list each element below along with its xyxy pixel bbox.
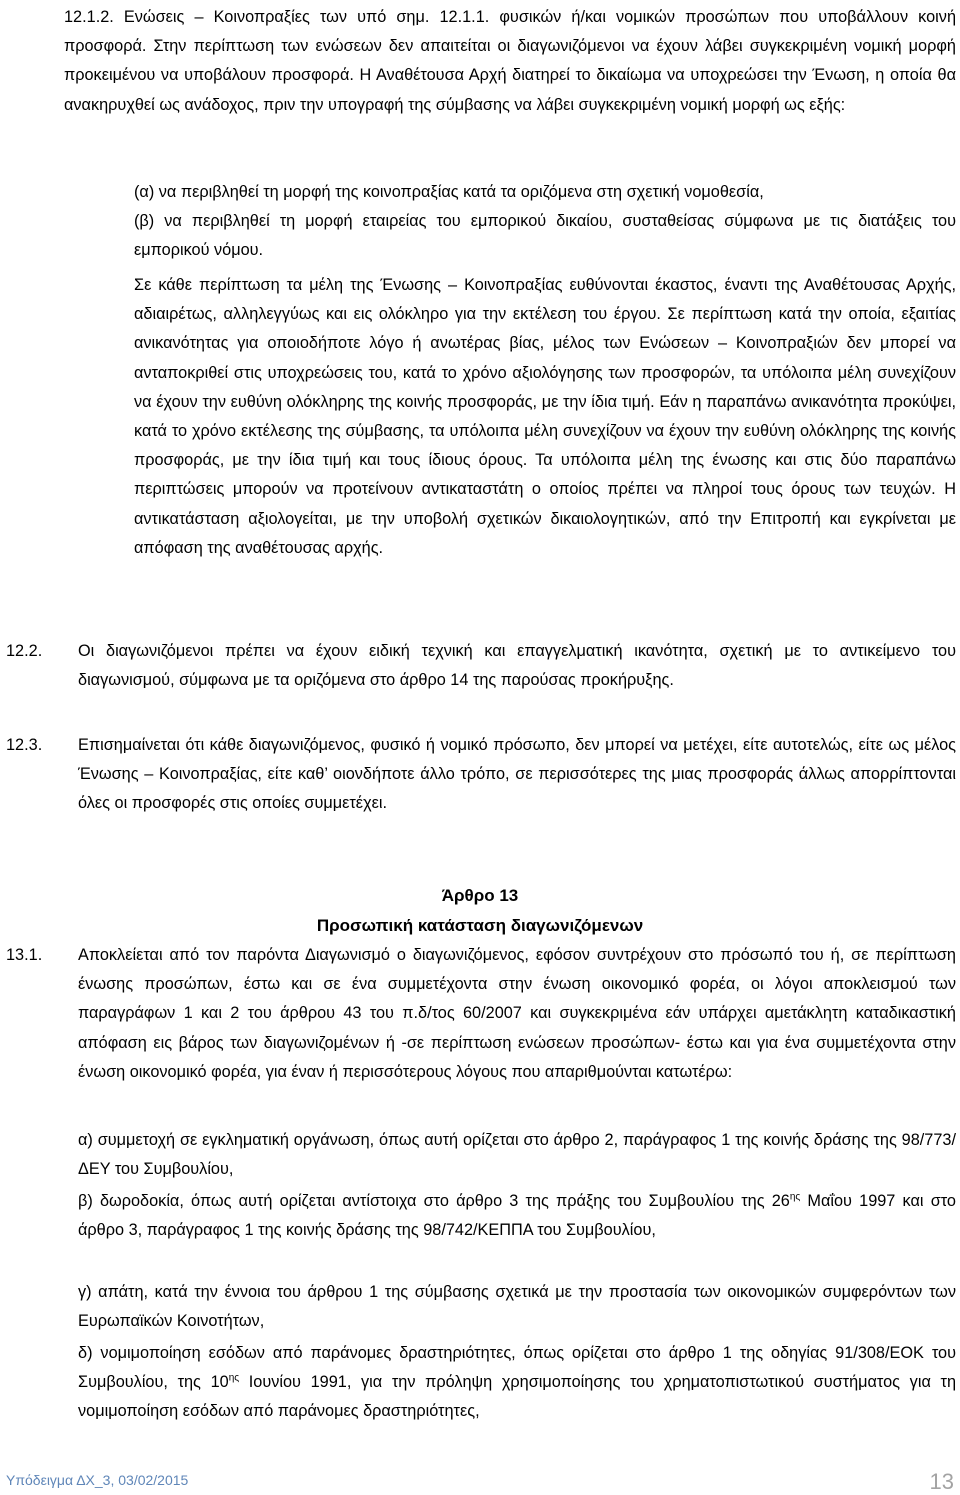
list-item-d-text: δ) νομιμοποίηση εσόδων από παράνομες δραστηριότητες, όπως ορίζεται στο άρθρο 1 της οδηγίας 91/308/ΕΟΚ του Συμβουλίου, της 10 — [78, 1344, 956, 1392]
list-item-b-text-cont: Μαΐου 1997 και στο άρθρο 3, παράγραφος 1 της κοινής δράσης της 98/742/ΚΕΠΠΑ του Συμβουλίου, — [78, 1192, 956, 1240]
list-item-g: γ) απάτη, κατά την έννοια του άρθρου 1 της σύμβασης σχετικά με την προστασία των οικονομικών συμφερόντων των Ευρωπαϊκών Κοινοτήτων, — [78, 1283, 956, 1331]
article-title: Άρθρο 13 — [441, 886, 519, 905]
paragraph-13-1: Αποκλείεται από τον παρόντα Διαγωνισμό ο διαγωνιζόμενος, εφόσον συντρέχουν στο πρόσωπό του ή, σε περίπτωση ένωσης προσώπων, έστω και σε ένα συμμετέχοντα στην ένωση οικονομικό φορέα, οι λόγοι αποκλεισμού των παραγράφων 1 και 2 του άρθρου 43 του π.δ/τος 60/2007 και συγκεκριμένα εάν υπάρχει αμετάκλητη καταδικαστική απόφαση εις βάρος των διαγωνιζομένων ή -σε περίπτωση ενώσεων προσώπων- έστω και για ένα συμμετέχοντα στην ένωση οικονομικό φορέα, για έναν ή περισσότερους λόγους που απαριθμούνται κατωτέρω: — [78, 946, 956, 1081]
section-number-12-3: 12.3. — [6, 736, 43, 754]
list-item-b-text: β) δωροδοκία, όπως αυτή ορίζεται αντίστοιχα στο άρθρο 3 της πράξης του Συμβουλίου της 26 — [78, 1192, 790, 1210]
list-item-b-superscript: ης — [789, 1191, 801, 1203]
list-item-b — [78, 1187, 956, 1245]
list-item-d — [78, 1339, 956, 1427]
paragraph-12-1-2: 12.1.2. Ενώσεις – Κοινοπραξίες των υπό σημ. 12.1.1. φυσικών ή/και νομικών προσώπων που υποβάλλουν κοινή προσφορά. Στην περίπτωση των ενώσεων δεν απαιτείται οι διαγωνιζόμενοι να έχουν λάβει συγκεκριμένη νομική μορφή προκειμένου να υποβάλουν προσφορά. Η Αναθέτουσα Αρχή διατηρεί το δικαίωμα να υποχρεώσει την Ένωση, η οποία θα ανακηρυχθεί ως ανάδοχος, πριν την υπογραφή της σύμβασης να λάβει συγκεκριμένη νομική μορφή ως εξής: — [64, 8, 956, 114]
paragraph-liability: Σε κάθε περίπτωση τα μέλη της Ένωσης – Κοινοπραξίας ευθύνονται έκαστος, έναντι της Αναθέτουσας Αρχής, αδιαιρέτως, αλληλεγγύως και εις ολόκληρο για την εκτέλεση του έργου. Σε περίπτωση κατά την οποία, εξαιτίας ανικανότητας για οποιοδήποτε λόγο ή ανωτέρας βίας, μέλος των Ενώσεων – Κοινοπραξιών δεν μπορεί να ανταποκριθεί στις υποχρεώσεις του, κατά το χρόνο αξιολόγησης των προσφορών, τα υπόλοιπα μέλη συνεχίζουν να έχουν την ευθύνη ολόκληρης της κοινής προσφοράς, με την ίδια τιμή. Εάν η παραπάνω ανικανότητα προκύψει, κατά το χρόνο εκτέλεσης της σύμβασης, τα υπόλοιπα μέλη συνεχίζουν να έχουν την ευθύνη ολόκληρης της κοινής προσφοράς, με την ίδια τιμή και τους ίδιους όρους. Τα υπόλοιπα μέλη της ένωσης και στις δύο παραπάνω περιπτώσεις μπορούν να προτείνουν αντικαταστάτη ο οποίος πρέπει να πληροί τους όρους των τευχών. Η αντικατάσταση αξιολογείται, με την υποβολή σχετικών δικαιολογητικών, από την Επιτροπή και εγκρίνεται με απόφαση της αναθέτουσας αρχής. — [134, 276, 956, 557]
page-number: 13 — [929, 1469, 954, 1494]
article-subtitle: Προσωπική κατάσταση διαγωνιζόμενων — [316, 916, 644, 935]
list-item-a: α) συμμετοχή σε εγκληματική οργάνωση, όπως αυτή ορίζεται στο άρθρο 2, παράγραφος 1 της κοινής δράσης της 98/773/ΔΕΥ του Συμβουλίου, — [78, 1131, 956, 1179]
section-number-12-2: 12.2. — [6, 642, 43, 660]
list-item-d-text-cont: Ιουνίου 1991, για την πρόληψη χρησιμοποίησης του χρηματοπιστωτικού συστήματος για τη νομιμοποίηση εσόδων από παράνομες δραστηριότητες, — [78, 1373, 957, 1421]
item-alpha-koinopraxia: (α) να περιβληθεί τη μορφή της κοινοπραξίας κατά τα οριζόμενα στη σχετική νομοθεσία, — [134, 183, 764, 201]
paragraph-12-3: Επισημαίνεται ότι κάθε διαγωνιζόμενος, φυσικό ή νομικό πρόσωπο, δεν μπορεί να μετέχει, είτε αυτοτελώς, είτε ως μέλος Ένωσης – Κοινοπραξίας, είτε καθ’ οιονδήποτε άλλο τρόπο, σε περισσότερες της μιας προσφοράς άλλως απορρίπτονται όλες οι προσφορές στις οποίες συμμετέχει. — [78, 736, 956, 813]
footer-document-id: Υπόδειγμα ΔΧ_3, 03/02/2015 — [6, 1472, 189, 1488]
paragraph-12-2: Οι διαγωνιζόμενοι πρέπει να έχουν ειδική τεχνική και επαγγελματική ικανότητα, σχετική με το αντικείμενο του διαγωνισμού, σύμφωνα με τα οριζόμενα στο άρθρο 14 της παρούσας προκήρυξης. — [78, 642, 956, 690]
section-number-13-1: 13.1. — [6, 946, 43, 964]
item-beta-etaireia: (β) να περιβληθεί τη μορφή εταιρείας του εμπορικού δικαίου, συσταθείσας σύμφωνα με τις διατάξεις του εμπορικού νόμου. — [134, 212, 956, 260]
list-item-d-superscript: ης — [228, 1372, 240, 1384]
